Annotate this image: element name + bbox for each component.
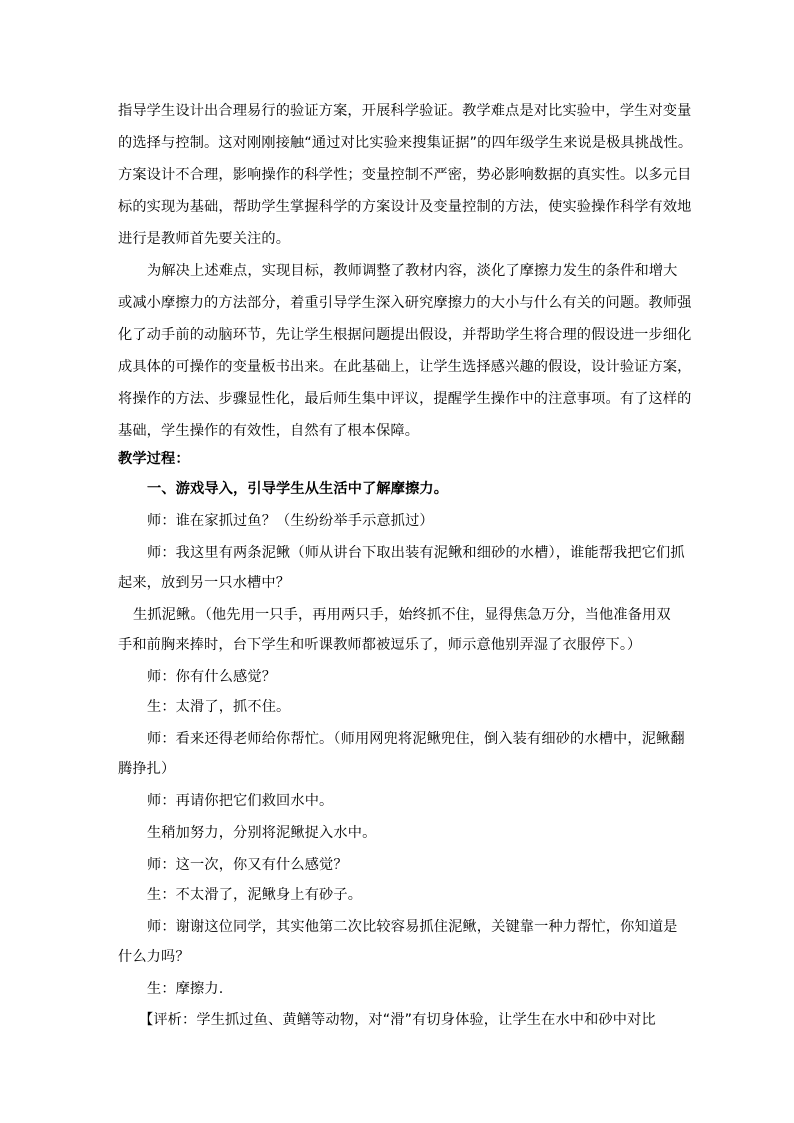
dialogue-line: 生抓泥鳅。（他先用一只手，再用两只手，始终抓不住，显得焦急万分，当他准备用双 — [133, 607, 671, 623]
dialogue-line: 什么力吗？ — [118, 949, 190, 965]
dialogue-line: 生：摩擦力. — [147, 981, 224, 997]
dialogue-line: 生：不太滑了，泥鳅身上有砂子。 — [147, 887, 363, 903]
body-text-line: 进行是教师首先要关注的。 — [118, 231, 291, 247]
body-text-line: 标的实现为基础，帮助学生掌握科学的方案设计及变量控制的方法，使实验操作科学有效地 — [118, 199, 692, 215]
body-text-line: 的选择与控制。这对刚刚接触“通过对比实验来搜集证据”的四年级学生来说是极具挑战性。 — [118, 135, 693, 151]
body-text-line: 方案设计不合理，影响操作的科学性；变量控制不严密，势必影响数据的真实性。以多元目 — [118, 167, 692, 183]
dialogue-line: 师：你有什么感觉？ — [147, 669, 277, 685]
body-text-line: 基础，学生操作的有效性，自然有了根本保障。 — [118, 423, 420, 439]
section-heading: 教学过程： — [118, 451, 190, 467]
dialogue-line: 腾挣扎） — [118, 761, 176, 777]
body-text-line: 成具体的可操作的变量板书出来。在此基础上，让学生选择感兴趣的假设，设计验证方案， — [118, 359, 692, 375]
commentary-line: 【评析：学生抓过鱼、黄鳝等动物，对“滑”有切身体验，让学生在水中和砂中对比 — [139, 1012, 656, 1028]
dialogue-line: 师：看来还得老师给你帮忙。（师用网兜将泥鳅兜住，倒入装有细砂的水槽中，泥鳅翻 — [147, 731, 685, 747]
subsection-heading: 一、游戏导入，引导学生从生活中了解摩擦力。 — [147, 481, 449, 497]
dialogue-line: 手和前胸来捧时，台下学生和听课教师都被逗乐了，师示意他别弄湿了衣服停下。） — [118, 637, 642, 653]
dialogue-line: 生：太滑了，抓不住。 — [147, 699, 291, 715]
dialogue-line: 师：谢谢这位同学，其实他第二次比较容易抓住泥鳅，关键靠一种力帮忙，你知道是 — [147, 919, 678, 935]
dialogue-line: 起来，放到另一只水槽中？ — [118, 575, 291, 591]
dialogue-line: 生稍加努力，分别将泥鳅捉入水中。 — [147, 825, 377, 841]
body-text-line: 为解决上述难点，实现目标，教师调整了教材内容，淡化了摩擦力发生的条件和增大 — [147, 263, 678, 279]
body-text-line: 将操作的方法、步骤显性化，最后师生集中评议，提醒学生操作中的注意事项。有了这样的 — [118, 391, 692, 407]
body-text-line: 指导学生设计出合理易行的验证方案，开展科学验证。教学难点是对比实验中，学生对变量 — [118, 103, 692, 119]
dialogue-line: 师：这一次，你又有什么感觉？ — [147, 857, 348, 873]
body-text-line: 或减小摩擦力的方法部分，着重引导学生深入研究摩擦力的大小与什么有关的问题。教师强 — [118, 295, 692, 311]
dialogue-line: 师：再请你把它们救回水中。 — [147, 793, 334, 809]
dialogue-line: 师：我这里有两条泥鳅（师从讲台下取出装有泥鳅和细砂的水槽），谁能帮我把它们抓 — [147, 545, 685, 561]
body-text-line: 化了动手前的动脑环节，先让学生根据问题提出假设，并帮助学生将合理的假设进一步细化 — [118, 327, 692, 343]
dialogue-line: 师：谁在家抓过鱼？（生纷纷举手示意抓过） — [147, 513, 434, 529]
